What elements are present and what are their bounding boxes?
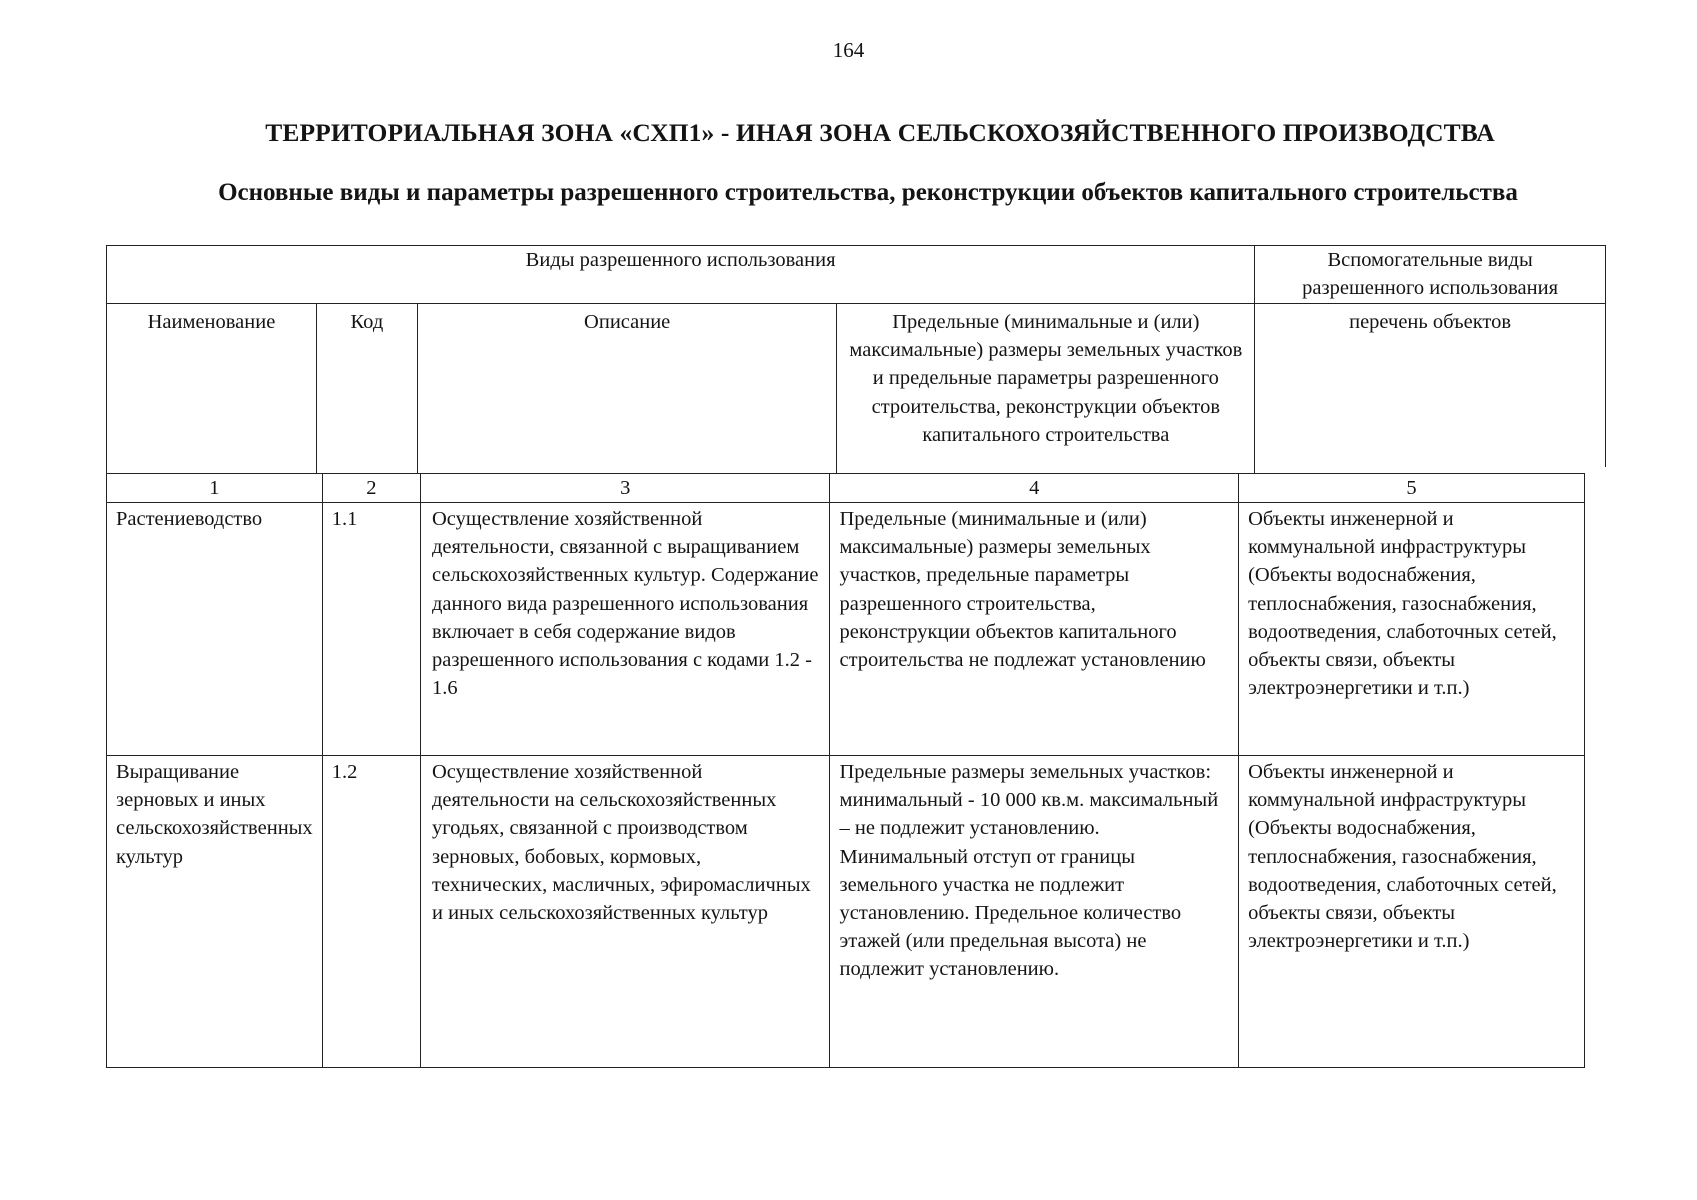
- zone-title: ТЕРРИТОРИАЛЬНАЯ ЗОНА «СХП1» - ИНАЯ ЗОНА СЕЛЬСКОХОЗЯЙСТВЕННОГО ПРОИЗВОДСТВА: [265, 118, 1495, 147]
- row-code: 1.2: [322, 756, 420, 1068]
- column-number: 1: [107, 474, 323, 503]
- row-auxiliary: Объекты инженерной и коммунальной инфраструктуры (Объекты водоснабжения, теплоснабжения, газоснабжения, водоотведения, слаботочных сетей, объекты связи, объекты электроэнергетики и т.п.): [1239, 756, 1585, 1068]
- column-header-limits: Предельные (минимальные и (или) максимальные) размеры земельных участков и предельные параметры разрешенного строительства, реконструкции объектов капитального строительства: [837, 304, 1255, 474]
- row-name: Выращивание зерновых и иных сельскохозяйственных культур: [107, 756, 323, 1068]
- row-name: Растениеводство: [107, 503, 323, 756]
- column-numbers-row: [107, 474, 1585, 503]
- row-description: Осуществление хозяйственной деятельности на сельскохозяйственных угодьях, связанной с производством зерновых, бобовых, кормовых, технических, масличных, эфиромасличных и иных сельскохозяйственных культур: [420, 756, 829, 1068]
- column-header-code: Код: [316, 304, 417, 474]
- data-table: [106, 473, 1585, 1068]
- row-code: 1.1: [322, 503, 420, 756]
- table-offset-gap: [1585, 467, 1606, 475]
- column-number: 5: [1239, 474, 1585, 503]
- header-table: [106, 245, 1606, 474]
- column-header-name: Наименование: [107, 304, 317, 474]
- column-number: 4: [830, 474, 1239, 503]
- column-number: 3: [420, 474, 829, 503]
- row-limits: Предельные (минимальные и (или) максимальные) размеры земельных участков, предельные параметры разрешенного строительства, реконструкции объектов капитального строительства не подлежат установлению: [830, 503, 1239, 756]
- table-row: [107, 503, 1585, 756]
- page-number: 164: [832, 38, 865, 62]
- group-header-main: Виды разрешенного использования: [107, 246, 1255, 304]
- table-row: [107, 756, 1585, 1068]
- row-description: Осуществление хозяйственной деятельности, связанной с выращиванием сельскохозяйственных культур. Содержание данного вида разрешенного использования включает в себя содержание видов разрешенного использования с кодами 1.2 - 1.6: [420, 503, 829, 756]
- column-header-description: Описание: [417, 304, 837, 474]
- column-header-objects: перечень объектов: [1255, 304, 1606, 474]
- section-title: Основные виды и параметры разрешенного строительства, реконструкции объектов капитального строительства: [218, 179, 1518, 206]
- group-header-auxiliary: Вспомогательные виды разрешенного использования: [1255, 246, 1606, 304]
- row-limits: Предельные размеры земельных участков: минимальный - 10 000 кв.м. максимальный – не подлежит установлению. Минимальный отступ от границы земельного участка не подлежит установлению. Предельное количество этажей (или предельная высота) не подлежит установлению.: [830, 756, 1239, 1068]
- row-auxiliary: Объекты инженерной и коммунальной инфраструктуры (Объекты водоснабжения, теплоснабжения, газоснабжения, водоотведения, слаботочных сетей, объекты связи, объекты электроэнергетики и т.п.): [1239, 503, 1585, 756]
- column-number: 2: [322, 474, 420, 503]
